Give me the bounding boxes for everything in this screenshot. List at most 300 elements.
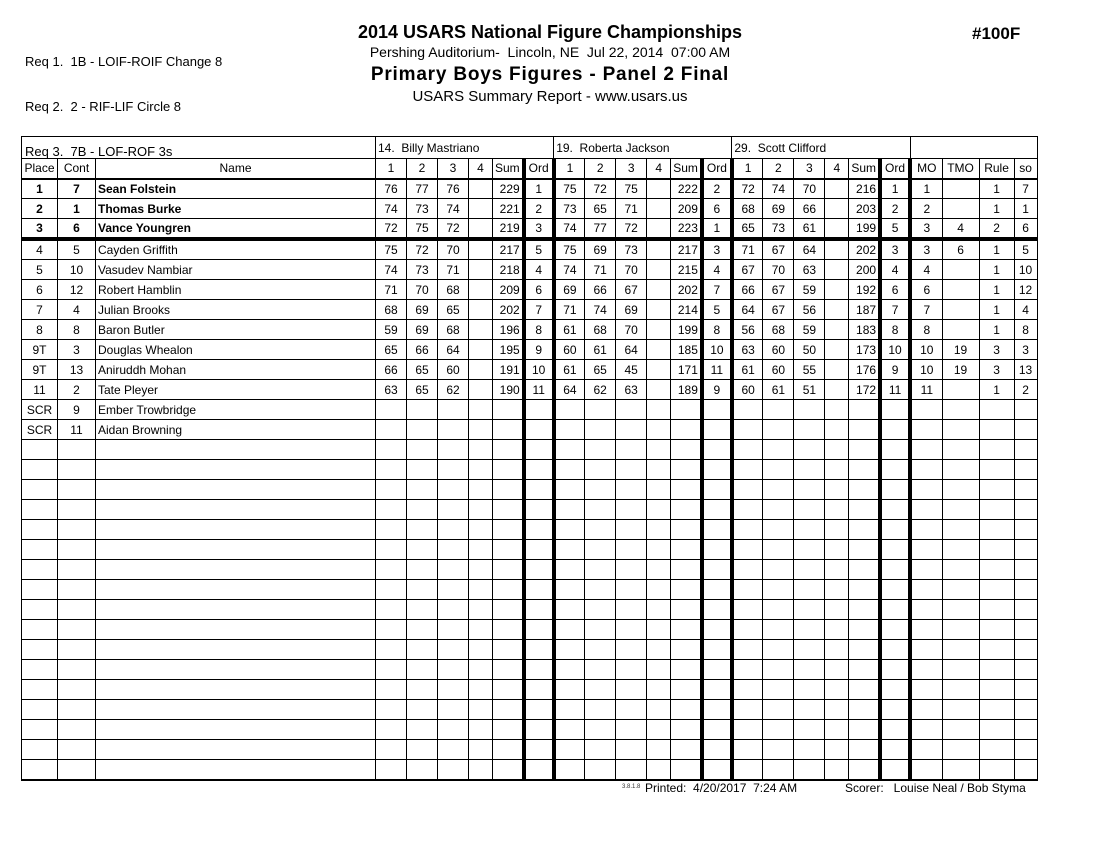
mo-cell xyxy=(910,460,942,480)
rule-column-header: Rule xyxy=(979,159,1014,179)
tmo-cell xyxy=(942,540,979,560)
judge3-score3-cell: 50 xyxy=(794,340,825,360)
judge1-score4-cell xyxy=(469,239,493,260)
rule-cell xyxy=(979,460,1014,480)
judge3-score-cell xyxy=(849,440,880,460)
tmo-cell xyxy=(942,620,979,640)
judge1-score2-cell: 72 xyxy=(407,239,438,260)
judge1-ord-cell: 1 xyxy=(524,179,554,199)
judge2-score-cell xyxy=(647,660,671,680)
judge2-score-cell xyxy=(554,640,585,660)
skater-name-cell: Vance Youngren xyxy=(96,219,376,240)
judge2-ord-cell xyxy=(702,640,732,660)
result-row xyxy=(22,179,1038,199)
tmo-cell xyxy=(942,720,979,740)
contestant-number-cell xyxy=(58,740,96,760)
judge3-score-cell xyxy=(825,540,849,560)
tmo-cell xyxy=(942,640,979,660)
judge1-ord-cell: 2 xyxy=(524,199,554,219)
judge1-score-cell xyxy=(376,520,407,540)
judge2-score3-cell xyxy=(616,400,647,420)
judge1-score-cell xyxy=(493,720,524,740)
judge2-score-cell xyxy=(585,440,616,460)
judge1-ord-cell xyxy=(524,540,554,560)
judge2-score-cell xyxy=(554,440,585,460)
tmo-cell xyxy=(942,600,979,620)
judge3-ord-cell xyxy=(880,420,910,440)
judge-name-1: 14. Billy Mastriano xyxy=(376,137,554,159)
judge3-score-cell xyxy=(794,700,825,720)
judge1-score-cell xyxy=(493,460,524,480)
report-title: 2014 USARS National Figure Championships xyxy=(357,22,743,42)
judge1-score2-cell: 75 xyxy=(407,219,438,240)
judge2-score1-cell: 64 xyxy=(554,380,585,400)
judge2-score4-cell xyxy=(647,300,671,320)
judge2-score-cell xyxy=(554,660,585,680)
judge3-col-header-1: 1 xyxy=(732,159,763,179)
skater-name-cell: Aniruddh Mohan xyxy=(96,360,376,380)
judge3-ord-cell xyxy=(880,560,910,580)
judge3-ord-cell: 3 xyxy=(880,239,910,260)
judge2-score-cell xyxy=(585,740,616,760)
place-cell: 8 xyxy=(22,320,58,340)
place-cell: 1 xyxy=(22,179,58,199)
judge2-ord-cell xyxy=(702,620,732,640)
judge1-score-cell xyxy=(376,660,407,680)
judge3-score4-cell xyxy=(825,179,849,199)
judge1-sum-cell: 217 xyxy=(493,239,524,260)
judge2-score-cell xyxy=(647,580,671,600)
judge2-score-cell xyxy=(647,560,671,580)
judge2-score1-cell: 69 xyxy=(554,280,585,300)
judge1-ord-cell xyxy=(524,720,554,740)
judge1-ord-cell xyxy=(524,620,554,640)
judge3-score3-cell: 64 xyxy=(794,239,825,260)
judge3-ord-cell: 10 xyxy=(880,340,910,360)
judge1-score4-cell xyxy=(469,320,493,340)
contestant-number-cell: 3 xyxy=(58,340,96,360)
skater-name-cell: Aidan Browning xyxy=(96,420,376,440)
judge3-score-cell xyxy=(732,600,763,620)
judge2-ord-cell xyxy=(702,500,732,520)
judge3-score2-cell: 73 xyxy=(763,219,794,240)
judge3-col-header-ord: Ord xyxy=(880,159,910,179)
judge2-score2-cell xyxy=(585,400,616,420)
judge2-score-cell xyxy=(585,480,616,500)
judge3-sum-cell: 187 xyxy=(849,300,880,320)
judge2-score2-cell: 71 xyxy=(585,260,616,280)
judge3-score-cell xyxy=(794,520,825,540)
judge3-score-cell xyxy=(763,660,794,680)
judge3-score-cell xyxy=(732,720,763,740)
mo-cell xyxy=(910,680,942,700)
judge1-score-cell xyxy=(438,740,469,760)
judge2-sum-cell: 209 xyxy=(671,199,702,219)
place-cell xyxy=(22,620,58,640)
judge2-score-cell xyxy=(554,480,585,500)
judge3-ord-cell xyxy=(880,600,910,620)
judge3-score-cell xyxy=(763,760,794,780)
judge2-score-cell xyxy=(671,700,702,720)
judge2-score-cell xyxy=(616,560,647,580)
judge1-col-header-2: 2 xyxy=(407,159,438,179)
judge2-score-cell xyxy=(616,580,647,600)
place-cell: 5 xyxy=(22,260,58,280)
judge3-score-cell xyxy=(825,440,849,460)
result-row xyxy=(22,300,1038,320)
judge3-score-cell xyxy=(849,740,880,760)
judge2-score-cell xyxy=(554,620,585,640)
so-cell: 5 xyxy=(1014,239,1037,260)
judge1-ord-cell: 11 xyxy=(524,380,554,400)
judge1-score-cell xyxy=(407,740,438,760)
mo-cell xyxy=(910,600,942,620)
judge2-col-header-3: 3 xyxy=(616,159,647,179)
judge2-score-cell xyxy=(647,640,671,660)
mo-cell: 2 xyxy=(910,199,942,219)
judge3-score-cell xyxy=(732,640,763,660)
judge2-ord-cell: 5 xyxy=(702,300,732,320)
judge2-score-cell xyxy=(671,600,702,620)
skater-name-cell: Baron Butler xyxy=(96,320,376,340)
judge2-score2-cell: 61 xyxy=(585,340,616,360)
judge1-score-cell xyxy=(493,480,524,500)
judge1-score-cell xyxy=(376,600,407,620)
place-column-header: Place xyxy=(22,159,58,179)
judge1-score-cell xyxy=(469,580,493,600)
judge3-sum-cell: 216 xyxy=(849,179,880,199)
judge3-score-cell xyxy=(794,640,825,660)
judge1-score3-cell: 71 xyxy=(438,260,469,280)
judge2-sum-cell: 217 xyxy=(671,239,702,260)
tmo-cell xyxy=(942,700,979,720)
judge3-score-cell xyxy=(825,580,849,600)
contestant-number-cell: 11 xyxy=(58,420,96,440)
judge2-score-cell xyxy=(671,480,702,500)
judge3-score4-cell xyxy=(825,320,849,340)
so-cell: 1 xyxy=(1014,199,1037,219)
judge-name-3: 29. Scott Clifford xyxy=(732,137,910,159)
so-cell xyxy=(1014,760,1037,780)
judge1-sum-cell: 195 xyxy=(493,340,524,360)
judge3-score-cell xyxy=(732,480,763,500)
judge1-score3-cell: 70 xyxy=(438,239,469,260)
judge2-score-cell xyxy=(647,540,671,560)
judge1-sum-cell: 221 xyxy=(493,199,524,219)
judge2-score-cell xyxy=(585,580,616,600)
judge1-score-cell xyxy=(469,440,493,460)
so-cell xyxy=(1014,420,1037,440)
contestant-number-cell xyxy=(58,680,96,700)
judge2-score-cell xyxy=(554,720,585,740)
rule-cell xyxy=(979,400,1014,420)
judge2-score-cell xyxy=(647,680,671,700)
judge3-score-cell xyxy=(732,660,763,680)
judge3-score-cell xyxy=(763,520,794,540)
judge1-score2-cell: 65 xyxy=(407,380,438,400)
judge1-score-cell xyxy=(469,760,493,780)
place-cell: SCR xyxy=(22,420,58,440)
rule-cell: 1 xyxy=(979,300,1014,320)
judge1-score2-cell: 65 xyxy=(407,360,438,380)
judge3-score-cell xyxy=(849,720,880,740)
judge2-score3-cell: 45 xyxy=(616,360,647,380)
judge1-score1-cell: 71 xyxy=(376,280,407,300)
judge3-ord-cell: 8 xyxy=(880,320,910,340)
judge2-score-cell xyxy=(554,740,585,760)
judge-header-row xyxy=(22,137,1038,159)
judge1-ord-cell xyxy=(524,560,554,580)
judge2-ord-cell xyxy=(702,560,732,580)
judge2-score-cell xyxy=(554,760,585,780)
judge1-sum-cell xyxy=(493,420,524,440)
judge1-score-cell xyxy=(376,680,407,700)
mo-cell xyxy=(910,620,942,640)
contestant-number-cell: 2 xyxy=(58,380,96,400)
judge2-ord-cell xyxy=(702,440,732,460)
judge3-col-header-sum: Sum xyxy=(849,159,880,179)
judge1-sum-cell: 190 xyxy=(493,380,524,400)
rule-cell xyxy=(979,720,1014,740)
skater-name-cell: Douglas Whealon xyxy=(96,340,376,360)
judge1-score-cell xyxy=(407,700,438,720)
judge2-sum-cell: 185 xyxy=(671,340,702,360)
judge1-score-cell xyxy=(407,480,438,500)
judge3-score3-cell: 59 xyxy=(794,320,825,340)
judge1-score-cell xyxy=(493,740,524,760)
judge2-col-header-4: 4 xyxy=(647,159,671,179)
judge3-score1-cell xyxy=(732,400,763,420)
judge2-ord-cell: 11 xyxy=(702,360,732,380)
results-table xyxy=(21,136,1038,781)
judge2-ord-cell: 6 xyxy=(702,199,732,219)
judge2-ord-cell xyxy=(702,600,732,620)
judge2-score1-cell xyxy=(554,420,585,440)
judge3-score-cell xyxy=(763,540,794,560)
judge3-score2-cell xyxy=(763,400,794,420)
printed-timestamp: Printed: 4/20/2017 7:24 AM xyxy=(645,781,798,795)
judge1-score-cell xyxy=(493,620,524,640)
judge1-score-cell xyxy=(438,600,469,620)
judge3-score-cell xyxy=(763,720,794,740)
place-cell xyxy=(22,600,58,620)
so-cell: 6 xyxy=(1014,219,1037,240)
judge1-ord-cell: 3 xyxy=(524,219,554,240)
judge3-score-cell xyxy=(763,640,794,660)
rule-cell: 2 xyxy=(979,219,1014,240)
contestant-number-cell xyxy=(58,600,96,620)
judge1-ord-cell: 4 xyxy=(524,260,554,280)
place-cell: 4 xyxy=(22,239,58,260)
mo-cell: 11 xyxy=(910,380,942,400)
judge1-score-cell xyxy=(407,660,438,680)
place-cell xyxy=(22,480,58,500)
title-block xyxy=(0,21,1100,106)
judge3-score-cell xyxy=(849,540,880,560)
judge3-score-cell xyxy=(825,500,849,520)
judge2-score-cell xyxy=(671,640,702,660)
rule-cell xyxy=(979,640,1014,660)
judge2-score-cell xyxy=(647,480,671,500)
judge3-sum-cell: 173 xyxy=(849,340,880,360)
empty-row xyxy=(22,720,1038,740)
judge1-ord-cell: 10 xyxy=(524,360,554,380)
judge2-score-cell xyxy=(616,520,647,540)
judge3-ord-cell xyxy=(880,620,910,640)
judge1-score-cell xyxy=(469,660,493,680)
judge1-score-cell xyxy=(376,740,407,760)
judge3-score2-cell: 74 xyxy=(763,179,794,199)
judge3-score-cell xyxy=(763,500,794,520)
judge3-score-cell xyxy=(794,600,825,620)
judge1-score4-cell xyxy=(469,300,493,320)
judge1-score-cell xyxy=(438,680,469,700)
judge1-score-cell xyxy=(407,580,438,600)
mo-cell: 8 xyxy=(910,320,942,340)
so-cell: 3 xyxy=(1014,340,1037,360)
judge2-score-cell xyxy=(616,480,647,500)
judge2-score1-cell: 61 xyxy=(554,320,585,340)
judge2-score2-cell: 65 xyxy=(585,199,616,219)
judge3-score-cell xyxy=(732,440,763,460)
tmo-column-header: TMO xyxy=(942,159,979,179)
contestant-number-cell xyxy=(58,540,96,560)
judge2-score-cell xyxy=(647,600,671,620)
judge1-score-cell xyxy=(493,640,524,660)
rule-cell xyxy=(979,580,1014,600)
place-cell: 7 xyxy=(22,300,58,320)
judge2-ord-cell xyxy=(702,460,732,480)
judge2-score-cell xyxy=(671,740,702,760)
judge-name-2: 19. Roberta Jackson xyxy=(554,137,732,159)
rule-cell: 1 xyxy=(979,320,1014,340)
mo-cell xyxy=(910,660,942,680)
tmo-cell xyxy=(942,320,979,340)
judge3-score-cell xyxy=(732,680,763,700)
judge1-score3-cell: 68 xyxy=(438,280,469,300)
judge1-score2-cell xyxy=(407,400,438,420)
judge1-score4-cell xyxy=(469,219,493,240)
judge3-sum-cell: 183 xyxy=(849,320,880,340)
judge2-score2-cell: 66 xyxy=(585,280,616,300)
judge2-score-cell xyxy=(616,440,647,460)
judge3-score-cell xyxy=(794,440,825,460)
judge1-score1-cell: 74 xyxy=(376,260,407,280)
judge2-score-cell xyxy=(585,620,616,640)
tmo-cell: 4 xyxy=(942,219,979,240)
mo-cell: 10 xyxy=(910,360,942,380)
judge3-score2-cell: 60 xyxy=(763,360,794,380)
empty-row xyxy=(22,440,1038,460)
judge3-score-cell xyxy=(825,520,849,540)
judge2-sum-cell xyxy=(671,420,702,440)
judge1-score-cell xyxy=(407,500,438,520)
judge2-score4-cell xyxy=(647,340,671,360)
so-cell xyxy=(1014,580,1037,600)
tmo-cell xyxy=(942,560,979,580)
requirement-line-3: Req 3. 7B - LOF-ROF 3s xyxy=(25,144,173,159)
judge1-score-cell xyxy=(469,640,493,660)
judge1-score1-cell: 59 xyxy=(376,320,407,340)
judge1-score-cell xyxy=(376,500,407,520)
judge2-score-cell xyxy=(616,760,647,780)
judge1-ord-cell xyxy=(524,500,554,520)
judge1-score2-cell: 69 xyxy=(407,300,438,320)
judge3-score4-cell xyxy=(825,400,849,420)
judge1-score-cell xyxy=(493,760,524,780)
judge3-score1-cell: 64 xyxy=(732,300,763,320)
rule-cell xyxy=(979,740,1014,760)
judge1-score-cell xyxy=(438,480,469,500)
judge3-ord-cell: 7 xyxy=(880,300,910,320)
mo-cell xyxy=(910,500,942,520)
empty-row xyxy=(22,560,1038,580)
judge1-ord-cell: 6 xyxy=(524,280,554,300)
rule-cell: 1 xyxy=(979,239,1014,260)
rule-cell xyxy=(979,540,1014,560)
so-cell: 7 xyxy=(1014,179,1037,199)
tmo-cell xyxy=(942,179,979,199)
empty-row xyxy=(22,500,1038,520)
place-cell: 9T xyxy=(22,360,58,380)
judge2-score-cell xyxy=(671,620,702,640)
tmo-cell xyxy=(942,280,979,300)
judge2-col-header-ord: Ord xyxy=(702,159,732,179)
place-cell xyxy=(22,500,58,520)
judge3-score1-cell: 68 xyxy=(732,199,763,219)
judge3-score-cell xyxy=(794,560,825,580)
judge2-score4-cell xyxy=(647,380,671,400)
contestant-number-cell xyxy=(58,700,96,720)
mo-cell xyxy=(910,480,942,500)
judge1-score3-cell: 65 xyxy=(438,300,469,320)
judge3-sum-cell: 172 xyxy=(849,380,880,400)
judge3-ord-cell xyxy=(880,440,910,460)
judge1-score-cell xyxy=(407,440,438,460)
contestant-number-cell xyxy=(58,640,96,660)
result-row xyxy=(22,199,1038,219)
judge2-score1-cell: 60 xyxy=(554,340,585,360)
judge3-score-cell xyxy=(732,620,763,640)
judge3-score-cell xyxy=(849,580,880,600)
judge1-score-cell xyxy=(469,680,493,700)
event-number: #100F xyxy=(972,24,1021,43)
rule-cell: 3 xyxy=(979,340,1014,360)
contestant-number-cell: 9 xyxy=(58,400,96,420)
judge2-score-cell xyxy=(585,500,616,520)
judge1-score-cell xyxy=(469,560,493,580)
tmo-cell: 6 xyxy=(942,239,979,260)
skater-name-cell xyxy=(96,700,376,720)
judge2-score-cell xyxy=(585,720,616,740)
so-cell xyxy=(1014,640,1037,660)
judge2-score3-cell: 70 xyxy=(616,260,647,280)
judge2-score3-cell: 69 xyxy=(616,300,647,320)
mo-cell xyxy=(910,560,942,580)
judge3-score4-cell xyxy=(825,280,849,300)
judge3-score-cell xyxy=(849,640,880,660)
judge2-score2-cell: 74 xyxy=(585,300,616,320)
judge1-ord-cell xyxy=(524,460,554,480)
judge2-ord-cell: 8 xyxy=(702,320,732,340)
tmo-cell xyxy=(942,680,979,700)
judge1-score1-cell: 74 xyxy=(376,199,407,219)
judge3-score-cell xyxy=(849,560,880,580)
contestant-number-cell xyxy=(58,520,96,540)
judge1-ord-cell xyxy=(524,680,554,700)
judge2-score-cell xyxy=(554,600,585,620)
judge1-ord-cell xyxy=(524,600,554,620)
